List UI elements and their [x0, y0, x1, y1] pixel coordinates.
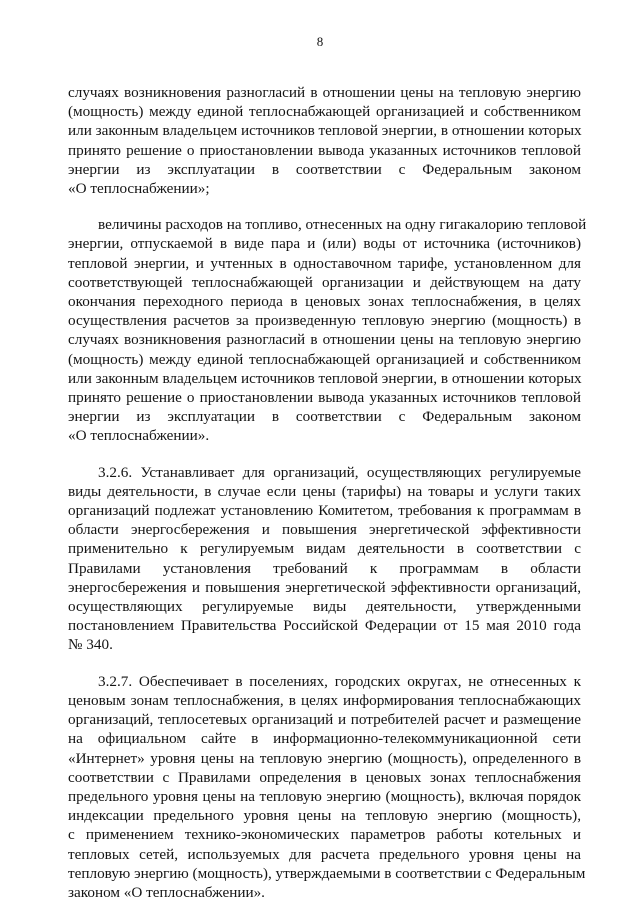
text-line: (мощность) между единой теплоснабжающей организацией и собственником	[68, 350, 581, 368]
text-line: энергии из эксплуатации в соответствии с Федеральным законом	[68, 160, 581, 178]
text-line: № 340.	[68, 636, 113, 654]
text-line: принято решение о приостановлении вывода указанных источников тепловой	[68, 141, 581, 159]
text-line: тепловой энергии, и учтенных в одноставочном тарифе, установленном для	[68, 254, 581, 272]
text-line: осуществляющих регулируемые виды деятельности, утвержденными	[68, 598, 581, 616]
text-line: применительно к регулируемым видам деятельности в соответствии с	[68, 540, 581, 558]
text-line: «Интернет» уровня цены на тепловую энергию (мощность), определенного в	[68, 749, 581, 767]
text-line: 3.2.6. Устанавливает для организаций, осуществляющих регулируемые	[98, 463, 581, 481]
text-line: индексации предельного уровня цены на тепловую энергию (мощность),	[68, 807, 581, 825]
text-line: виды деятельности, в случае если цены (тарифы) на товары и услуги таких	[68, 482, 581, 500]
text-line: соответствии с Правилами определения в ценовых зонах теплоснабжения	[68, 768, 581, 786]
text-line: (мощность) между единой теплоснабжающей организацией и собственником	[68, 103, 581, 121]
paragraph-3-2-7	[68, 672, 586, 902]
text-line: 3.2.7. Обеспечивает в поселениях, городских округах, не отнесенных к	[98, 672, 581, 690]
text-line: ценовым зонам теплоснабжения, в целях информирования теплоснабжающих	[68, 691, 581, 709]
text-line: на официальном сайте в информационно-телекоммуникационной сети	[68, 730, 581, 748]
text-line: принято решение о приостановлении вывода указанных источников тепловой	[68, 389, 581, 407]
text-line: соответствующей теплоснабжающей организации и действующем на дату	[68, 273, 581, 291]
page-number: 8	[316, 34, 324, 49]
text-line: энергии из эксплуатации в соответствии с Федеральным законом	[68, 408, 581, 426]
text-line: или законным владельцем источников тепловой энергии, в отношении которых	[68, 122, 582, 140]
paragraph-fuel-costs	[68, 215, 587, 445]
text-line: энергии, отпускаемой в виде пара и (или) воды от источника (источников)	[68, 235, 581, 253]
text-line: организаций, теплосетевых организаций и потребителей расчет и размещение	[68, 711, 581, 729]
document-body	[68, 83, 587, 919]
text-line: окончания переходного периода в ценовых зонах теплоснабжения, в целях	[68, 293, 581, 311]
text-line: тепловую энергию (мощность), утверждаемыми в соответствии с Федеральным	[68, 864, 586, 882]
text-line: случаях возникновения разногласий в отношении цены на тепловую энергию	[68, 84, 581, 101]
text-line: «О теплоснабжении».	[68, 427, 210, 445]
paragraph-3-2-6	[68, 463, 581, 655]
text-line: законом «О теплоснабжении».	[68, 883, 265, 901]
text-line: постановлением Правительства Российской Федерации от 15 мая 2010 года	[68, 617, 581, 635]
text-line: или законным владельцем источников тепловой энергии, в отношении которых	[68, 369, 582, 387]
text-line: энергосбережения и повышения энергетической эффективности организаций,	[68, 578, 581, 596]
text-line: области энергосбережения и повышения энергетической эффективности	[68, 521, 581, 539]
text-line: величины расходов на топливо, отнесенных на одну гигакалорию тепловой	[98, 216, 587, 234]
text-line: тепловых сетей, используемых для расчета предельного уровня цены на	[68, 845, 581, 863]
paragraph-continuation	[68, 83, 581, 198]
text-line: организаций подлежат установлению Комитетом, требования к программам в	[68, 502, 581, 520]
text-line: с применением технико-экономических параметров работы котельных и	[68, 826, 581, 844]
text-line: «О теплоснабжении»;	[68, 180, 210, 198]
text-line: осуществления расчетов за произведенную тепловую энергию (мощность) в	[68, 312, 581, 330]
text-line: случаях возникновения разногласий в отношении цены на тепловую энергию	[68, 331, 581, 349]
text-line: Правилами установления требований к программам в области	[68, 559, 581, 577]
text-line: предельного уровня цены на тепловую энергию (мощность), включая порядок	[68, 787, 581, 805]
